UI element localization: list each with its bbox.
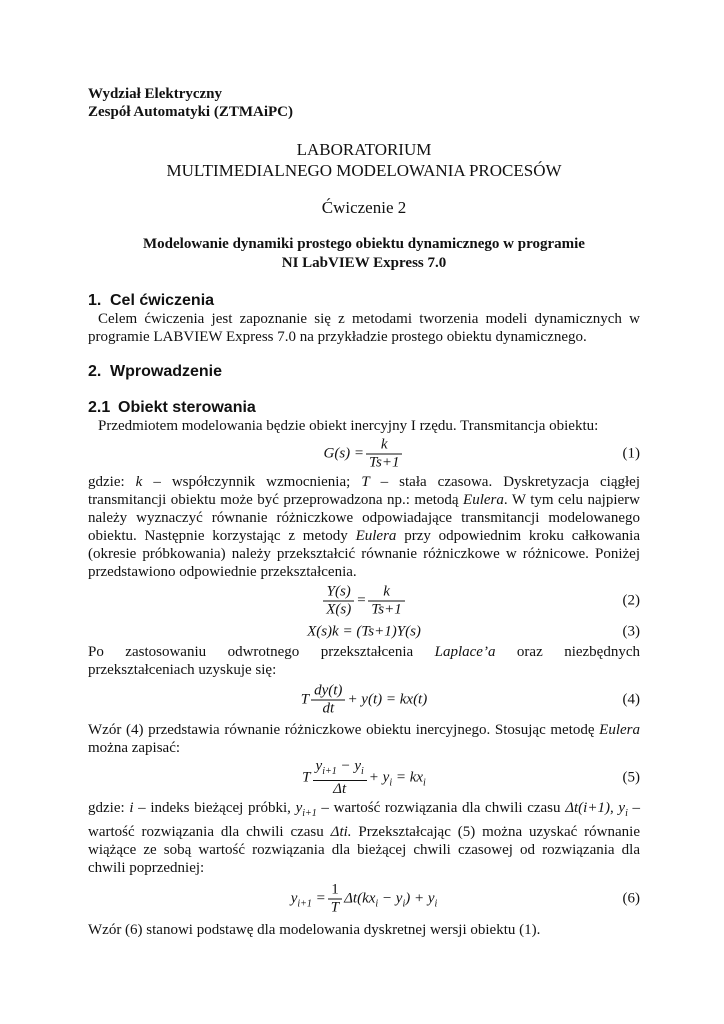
paragraph-2: Po zastosowaniu odwrotnego przekształcenia Laplace’a oraz niezbędnych przekształceniach uzyskuje się: <box>88 644 640 678</box>
equation-2: $\frac{Y(s)}{X(s)}$ = $\frac{k}{Ts+1}$ (2) <box>88 581 640 621</box>
eq3-number: (3) <box>622 623 640 640</box>
section-1-text: Celem ćwiczenia jest zapoznanie się z metodami tworzenia modeli dynamicznych w programie LABVIEW Express 7.0 na przykładzie prostego obiektu dynamicznego. <box>88 311 640 345</box>
eq1-denominator: Ts+1 <box>366 454 402 472</box>
paragraph-4: gdzie: i – indeks bieżącej próbki, $y_{i+1}$ – wartość rozwiązania dla chwili czasu Δt(i+1), $y_i$ – wartość rozwiązania dla chwili czasu Δti. Przekształcając (5) można uzyskać równanie wiążące ze sobą wartość rozwiązania dla bieżącej chwili czasowej od rozwiązania dla chwili poprzedniej: <box>88 800 641 876</box>
section-2-title: Wprowadzenie <box>110 363 223 380</box>
equation-4: T $\frac{dy(t)}{dt}$ + y(t) = kx(t) (4) <box>300 682 640 717</box>
equation-5: T $\frac{y_{i+1} - y_i}{\Delta t}$ + $y_i = kx_i$ (5) <box>302 758 640 797</box>
section-1-number: 1. <box>88 292 102 309</box>
equation-1 <box>88 435 640 473</box>
section-2-1-heading <box>88 399 640 417</box>
topic-title <box>88 235 640 273</box>
section-2-heading <box>88 363 640 381</box>
eq2-right-fraction: $\frac{k}{Ts+1}$ <box>368 584 404 619</box>
topic-line-1: Modelowanie dynamiki prostego obiektu dynamicznego w programie <box>143 236 585 252</box>
section-2-1-intro: Przedmiotem modelowania będzie obiekt inercyjny I rzędu. Transmitancja obiektu: <box>98 418 599 434</box>
eq6-number: (6) <box>622 890 640 907</box>
topic-line-2: NI LabVIEW Express 7.0 <box>281 255 447 271</box>
title-line-1: LABORATORIUM <box>296 140 432 159</box>
eq2-number: (2) <box>622 592 640 609</box>
eq3-expression: X(s)k = (Ts+1)Y(s) <box>307 623 421 640</box>
paragraph-1: gdzie: k – współczynnik wzmocnienia; T – stała czasowa. Dyskretyzacja ciągłej transmitancji obiektu może być przeprowadzona np.: metodą Eulera. W tym celu najpierw należy wyznaczyć równanie różniczkowe odpowiadające transmitancji modelowanego obiektu. Następnie korzystając z metody Eulera przy odpowiednim kroku całkowania (okresie próbkowania) należy przekształcić równanie różniczkowe w różnicowe. Poniżej przedstawiono odpowiednie przekształcenia. <box>88 474 640 580</box>
eq4-number: (4) <box>622 691 640 708</box>
eq1-number: (1) <box>622 445 640 462</box>
eq1-fraction <box>366 437 402 472</box>
header-unit: Zespół Automatyki (ZTMAiPC) <box>88 104 294 120</box>
eq1-lhs: G(s) = <box>323 445 365 462</box>
eq5-fraction: $\frac{y_{i+1} - y_i}{\Delta t}$ <box>313 758 367 798</box>
section-1-heading <box>88 292 640 310</box>
title-line-2: MULTIMEDIALNEGO MODELOWANIA PROCESÓW <box>166 161 562 180</box>
header-department: Wydział Elektryczny <box>88 86 223 102</box>
eq5-number: (5) <box>622 769 640 786</box>
eq2-left-fraction: $\frac{Y(s)}{X(s)}$ <box>323 584 354 619</box>
exercise-title: Ćwiczenie 2 <box>321 198 407 217</box>
equation-3 <box>88 621 640 643</box>
equation-6: $y_{i+1}$ = $\frac{1}{T}$ $\Delta t(kx_i - y_i) + y_i$ (6) <box>290 881 640 916</box>
title-block <box>88 139 640 181</box>
eq6-fraction: $\frac{1}{T}$ <box>328 882 342 917</box>
section-2-1-title: Obiekt sterowania <box>118 399 256 416</box>
section-1-title: Cel ćwiczenia <box>110 292 215 309</box>
section-2-number: 2. <box>88 363 102 380</box>
eq4-fraction: $\frac{dy(t)}{dt}$ <box>311 683 345 718</box>
section-2-1-number: 2.1 <box>88 399 111 416</box>
document-page <box>88 85 640 939</box>
eq1-numerator: k <box>380 436 388 453</box>
paragraph-5: Wzór (6) stanowi podstawę dla modelowania dyskretnej wersji obiektu (1). <box>88 922 541 938</box>
paragraph-3: Wzór (4) przedstawia równanie różniczkowe obiektu inercyjnego. Stosując metodę Eulera można zapisać: <box>88 722 640 756</box>
